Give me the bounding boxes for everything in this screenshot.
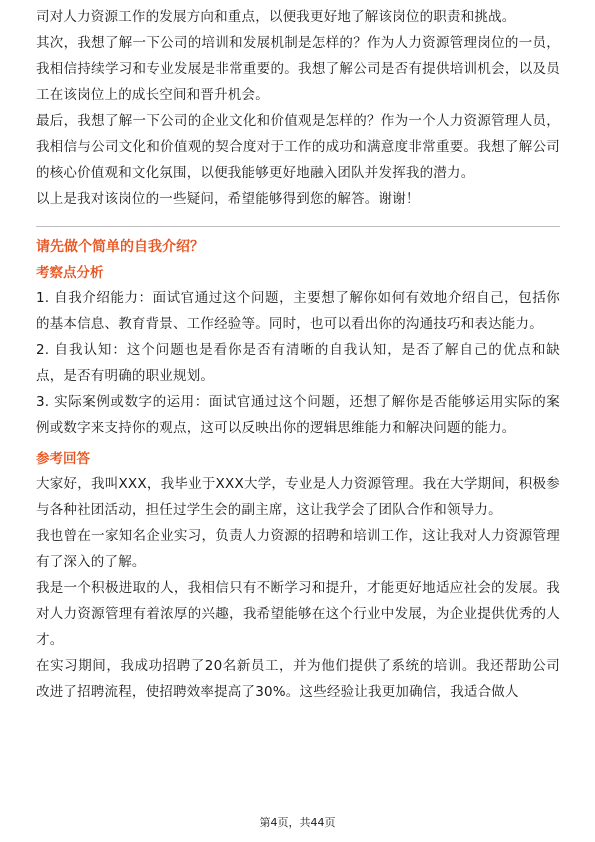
intro-paragraph: 以上是我对该岗位的一些疑问，希望能够得到您的解答。谢谢！	[36, 191, 420, 207]
analysis-item: 3. 实际案例或数字的运用：面试官通过这个问题，还想了解你是否能够运用实际的案例或数字来支持你的观点，这可以反映出你的逻辑思维能力和解决问题的能力。	[36, 394, 560, 436]
analysis-heading: 考察点分析	[36, 265, 104, 281]
answer-heading: 参考回答	[36, 451, 90, 467]
intro-paragraph: 最后，我想了解一下公司的企业文化和价值观是怎样的？作为一个人力资源管理人员，我相信与公司文化和价值观的契合度对于工作的成功和满意度非常重要。我想了解公司的核心价值观和文化氛围，以便我能够更好地融入团队并发挥我的潜力。	[36, 113, 560, 181]
answer-paragraph: 在实习期间，我成功招聘了20名新员工，并为他们提供了系统的培训。我还帮助公司改进了招聘流程，使招聘效率提高了30%。这些经验让我更加确信，我适合做人	[36, 658, 560, 700]
page-content	[36, 4, 560, 705]
page-number: 第4页，共44页	[259, 816, 336, 829]
answer-paragraph: 我也曾在一家知名企业实习，负责人力资源的招聘和培训工作，这让我对人力资源管理有了深入的了解。	[36, 528, 560, 570]
question-title: 请先做个简单的自我介绍？	[36, 239, 204, 255]
answer-paragraph: 大家好，我叫XXX，我毕业于XXX大学，专业是人力资源管理。我在大学期间，积极参与各种社团活动，担任过学生会的副主席，这让我学会了团队合作和领导力。	[36, 476, 560, 518]
analysis-item: 1. 自我介绍能力：面试官通过这个问题，主要想了解你如何有效地介绍自己，包括你的基本信息、教育背景、工作经验等。同时，也可以看出你的沟通技巧和表达能力。	[36, 290, 560, 332]
intro-paragraph: 其次，我想了解一下公司的培训和发展机制是怎样的？作为人力资源管理岗位的一员，我相信持续学习和专业发展是非常重要的。我想了解公司是否有提供培训机会，以及员工在该岗位上的成长空间和晋升机会。	[36, 35, 560, 103]
analysis-item: 2. 自我认知：这个问题也是看你是否有清晰的自我认知，是否了解自己的优点和缺点，是否有明确的职业规划。	[36, 342, 560, 384]
intro-paragraph: 司对人力资源工作的发展方向和重点，以便我更好地了解该岗位的职责和挑战。	[36, 9, 516, 25]
section-divider	[36, 226, 560, 227]
answer-paragraph: 我是一个积极进取的人，我相信只有不断学习和提升，才能更好地适应社会的发展。我对人力资源管理有着浓厚的兴趣，我希望能够在这个行业中发展，为企业提供优秀的人才。	[36, 580, 560, 648]
